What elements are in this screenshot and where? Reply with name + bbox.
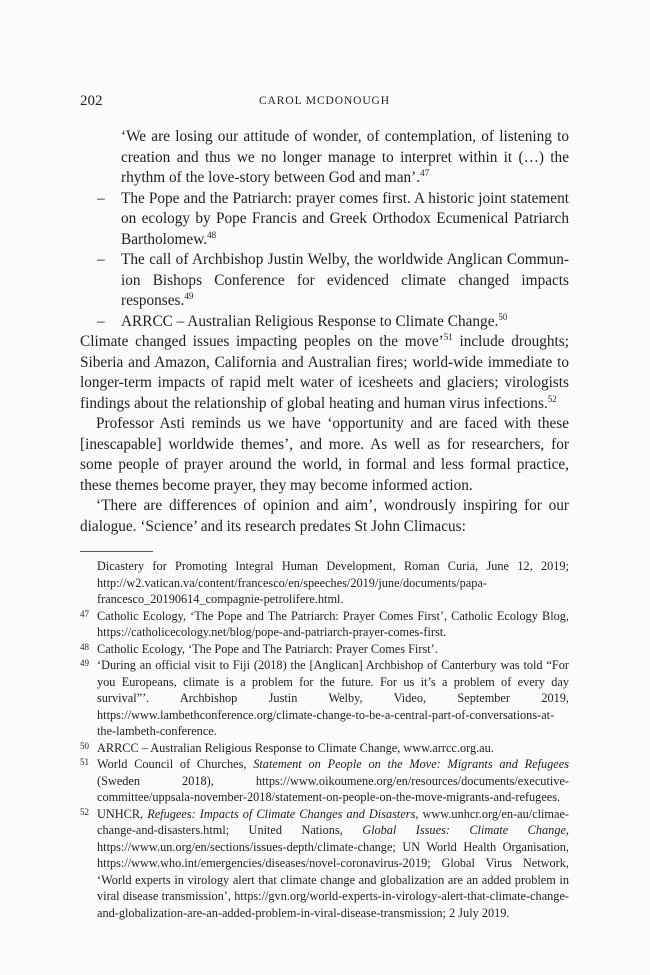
footnote-ref: 51 <box>443 331 453 342</box>
footnote-ref: 52 <box>547 393 557 404</box>
footnote: 48 Catholic Ecology, ‘The Pope and The Patriarch: Prayer Comes First’. <box>80 641 438 656</box>
footnote-number: 48 <box>80 641 89 652</box>
footnote: 50 ARRCC – Australian Religious Response to Climate Change, www.arrcc.org.au. <box>80 740 494 755</box>
footnote-number: 52 <box>80 806 89 817</box>
footnote-number: 51 <box>80 757 89 767</box>
footnote: 47 Catholic Ecology, ‘The Pope and The Patriarch: Prayer Comes First’, Catholic Ecology Blog, https://catholicecology.net/blog/pope-and-patriarch-prayer-comes-first. <box>80 608 569 639</box>
footnote-number: 49 <box>80 658 89 668</box>
block-quote: ‘We are losing our attitude of wonder, of contemplation, of listening to creation and thus we no longer manage to interpret within it (…) the rhythm of the love-story between God and man’.$^{47}$ <box>121 128 569 186</box>
footnote-ref: 47 <box>420 167 430 178</box>
footnote-ref: 48 <box>207 229 217 240</box>
list-item: – The call of Archbishop Justin Welby, the worldwide Anglican Communion Bishops Conference for evidenced climate changed impacts responses.$^{49}$ <box>97 251 569 309</box>
footnote-continuation: Dicastery for Promoting Integral Human Development, Roman Curia, June 12, 2019; http://w2.vatican.va/content/francesco/en/speeches/2019/june/documents/papa-francesco_20190614_compagnie-petrolifere.html. <box>97 559 569 606</box>
citation-title: Refugees: Impacts of Climate Changes and Disasters <box>147 806 416 821</box>
dash-marker: – <box>97 251 105 268</box>
page-header <box>80 93 569 113</box>
footnote-number: 47 <box>80 608 89 619</box>
running-head: CAROL MCDONOUGH <box>259 95 390 107</box>
citation-title: Global Issues: Climate Change <box>362 823 566 837</box>
list-item: – The Pope and the Patriarch: prayer comes first. A historic joint statement on ecology by Pope Francis and Greek Orthodox Ecumenical Patriarch Bartholomew.$^{48}$ <box>97 189 569 248</box>
footnote-number: 50 <box>80 740 89 751</box>
bullet-list <box>97 189 569 333</box>
indented-block <box>97 127 569 332</box>
list-item: – ARRCC – Australian Religious Response to Climate Change.$^{50}$ <box>97 312 569 333</box>
footnote-ref: 49 <box>184 290 194 301</box>
paragraph: Professor Asti reminds us we have ‘opportunity and are faced with these [inescapable] worldwide themes’, and more. As well as for researchers, for some people of prayer around the world, in formal and less formal practice, these themes become prayer, they may become informed action. <box>80 415 569 494</box>
dash-marker: – <box>97 312 105 330</box>
footnote: 51 World Council of Churches, Statement on People on the Move: Migrants and Refugees (Sweden 2018), https://www.oikoumene.org/en/resources/documents/executive-committee/uppsala-november-2018/statement-on-people-on-the-move-migrants-and-refugees. <box>80 757 569 804</box>
footnote: 49 ‘During an official visit to Fiji (2018) the [Anglican] Archbishop of Canterbury was told “For you Europeans, climate is a problem for the future. For us it’s a problem of every day survival”’. Archbishop Justin Welby, Video, September 2019, https://www.lambethconference.org/climate-change-to-be-a-central-part-of-conversations-at-the-lambeth-conference. <box>80 658 569 738</box>
citation-title: Statement on People on the Move: Migrants and Refugees <box>253 757 569 771</box>
paragraph: ‘There are differences of opinion and aim’, wondrously inspiring for our dialogue. ‘Science’ and its research predates St John Climacus: <box>80 497 569 535</box>
page-number: 202 <box>80 93 103 109</box>
dash-marker: – <box>97 189 105 207</box>
body-text <box>80 332 569 537</box>
footnotes <box>80 558 569 921</box>
footnote-ref: 50 <box>498 311 508 322</box>
footnote: 52 UNHCR, Refugees: Impacts of Climate Changes and Disasters, www.unhcr.org/en-au/climae-change-and-disasters.html; United Nations, Global Issues: Climate Change, https://www.un.org/en/sections/issues-depth/climate-change; UN World Health Organisation, https://www.who.int/emergencies/diseases/novel-coronavirus-2019; Global Virus Network, ‘World experts in virology alert that climate change and globalization are an added problem in viral disease transmission’, https://gvn.org/world-experts-in-virology-alert-that-climate-change-and-globalization-are-an-added-problem-in-viral-disease-transmission; 2 July 2019. <box>80 806 570 920</box>
paragraph: Climate changed issues impacting peoples on the move’$^{51}$ include droughts; Siberia and Amazon, California and Australian fires; world-wide immediate to longer-term impacts of rapid melt water of icesheets and glaciers; virologists findings about the relationship of global heating and human virus infections.$^{52}$ <box>80 331 569 412</box>
footnote-separator <box>80 551 153 552</box>
